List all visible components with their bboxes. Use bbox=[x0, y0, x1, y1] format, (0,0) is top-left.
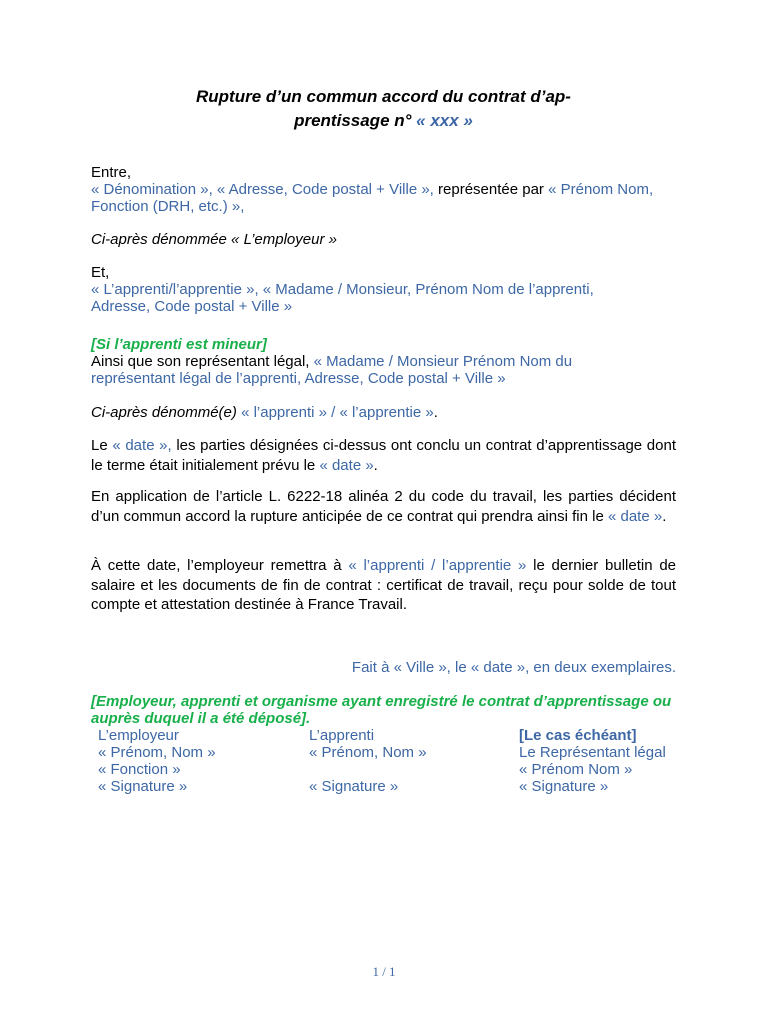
text-segment: « date », bbox=[112, 437, 177, 454]
representative-line-2: représentant légal de l’apprenti, Adresse, Code postal + Ville » bbox=[91, 370, 506, 387]
representative-line-1 bbox=[91, 353, 676, 370]
text-segment: Ci-après dénommé(e) bbox=[91, 404, 242, 421]
text-segment: Le bbox=[91, 437, 113, 454]
text-segment: « Madame / Monsieur Prénom Nom du bbox=[313, 353, 573, 370]
text-segment: « Dénomination », « Adresse, Code postal + Ville », bbox=[91, 181, 439, 198]
text-segment: « date » bbox=[319, 456, 374, 474]
text-segment: « Prénom Nom, bbox=[548, 181, 654, 198]
apprentice-spacer bbox=[309, 761, 427, 778]
fait-a-line: Fait à « Ville », le « date », en deux exemplaires. bbox=[351, 659, 676, 676]
document-title bbox=[91, 85, 676, 133]
representative-name: « Prénom Nom » bbox=[519, 761, 633, 778]
apprentice-line-1: « L’apprenti/l’apprentie », « Madame / Monsieur, Prénom Nom de l’apprenti, bbox=[91, 281, 594, 298]
employer-role: L’employeur bbox=[98, 727, 179, 744]
text-segment: En application de l’article L. 6222-18 alinéa 2 du code du travail, les parties décident d’un commun accord la rupture anticipée de ce contrat qui prendra ainsi fin le bbox=[91, 488, 676, 525]
title-line-2 bbox=[91, 109, 676, 133]
employer-signature: « Signature » bbox=[98, 778, 188, 795]
et-label: Et, bbox=[91, 264, 110, 281]
employer-line-1 bbox=[91, 181, 676, 198]
text-segment: Ainsi que son représentant légal, bbox=[91, 353, 314, 370]
employer-name: « Prénom, Nom » bbox=[98, 744, 216, 761]
page-number: 1 / 1 bbox=[372, 964, 396, 979]
representative-signature-block bbox=[519, 727, 666, 795]
text-segment: . bbox=[433, 404, 438, 421]
employer-line-2: Fonction (DRH, etc.) », bbox=[91, 198, 245, 215]
text-segment: les parties désignées ci-dessus ont conclu un contrat d’apprentissage dont le terme était initialement prévu le bbox=[91, 437, 676, 474]
title-line-1: Rupture d’un commun accord du contrat d’ap- bbox=[196, 87, 571, 106]
text-segment: À cette date, l’employeur remettra à bbox=[91, 557, 349, 574]
text-segment: . bbox=[373, 456, 378, 474]
representative-role: Le Représentant légal bbox=[519, 744, 666, 761]
employer-function: « Fonction » bbox=[98, 761, 181, 778]
apprentice-line-2: Adresse, Code postal + Ville » bbox=[91, 298, 293, 315]
contract-number-placeholder: « xxx » bbox=[416, 111, 473, 130]
apprentice-party bbox=[91, 264, 676, 315]
representative-party bbox=[91, 336, 676, 387]
paragraph-contract-dates bbox=[91, 436, 676, 475]
apprentice-name: « Prénom, Nom » bbox=[309, 744, 427, 761]
apprentice-designation bbox=[91, 404, 676, 421]
text-segment: . bbox=[662, 507, 667, 525]
text-segment: « date » bbox=[607, 507, 663, 525]
signatories-note: [Employeur, apprenti et organisme ayant enregistré le contrat d’apprentissage ou auprès duquel il a été déposé]. bbox=[91, 693, 672, 727]
representative-condition: [Le cas échéant] bbox=[519, 727, 637, 744]
paragraph-termination bbox=[91, 487, 676, 526]
text-segment: représentée par bbox=[438, 181, 549, 198]
representative-signature: « Signature » bbox=[519, 778, 609, 795]
text-segment: le dernier bulletin de salaire et les documents de fin de contrat : certificat de travail, reçu pour solde de tout compte et attestation destinée à France Travail. bbox=[91, 557, 676, 613]
entre-label: Entre, bbox=[91, 164, 132, 181]
paragraph-final-documents bbox=[91, 556, 676, 615]
minor-condition-note: [Si l’apprenti est mineur] bbox=[91, 336, 267, 353]
apprentice-signature-block bbox=[309, 727, 427, 795]
apprentice-role: L’apprenti bbox=[309, 727, 375, 744]
employer-designation: Ci-après dénommée « L’employeur » bbox=[91, 231, 337, 248]
title-line-2-prefix: prentissage n° bbox=[294, 111, 417, 130]
text-segment: « l’apprenti / l’apprentie » bbox=[348, 557, 527, 574]
text-segment: « l’apprenti » / « l’apprentie » bbox=[241, 404, 434, 421]
apprentice-signature: « Signature » bbox=[309, 778, 399, 795]
employer-party bbox=[91, 164, 676, 215]
employer-signature-block bbox=[98, 727, 216, 795]
